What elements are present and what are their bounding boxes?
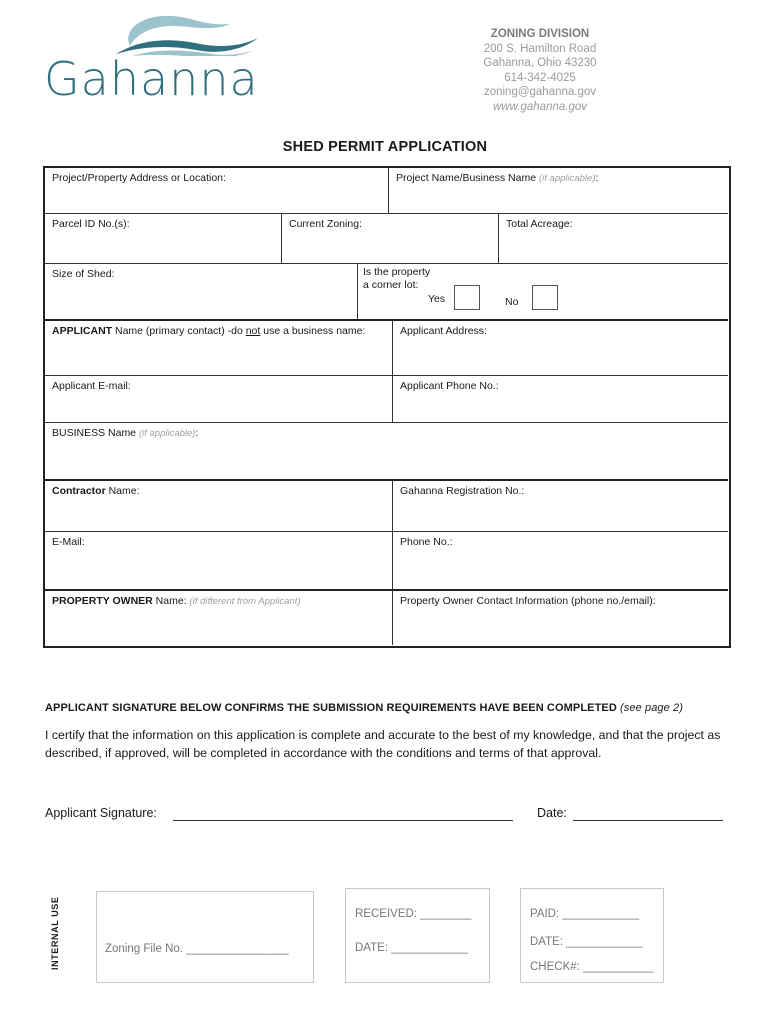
- owner-hint: (if different from Applicant): [189, 596, 301, 607]
- contractor-email-label: E-Mail:: [52, 536, 85, 548]
- gahanna-logo: [44, 8, 284, 108]
- check-label: CHECK#: ___________: [530, 961, 654, 973]
- contractor-bold: Contractor: [52, 485, 106, 497]
- owner-bold: PROPERTY OWNER: [52, 595, 153, 607]
- zoning-file-label: Zoning File No. ________________: [105, 943, 289, 955]
- business-name-hint: (if applicable): [138, 428, 196, 439]
- contractor-rest: Name:: [105, 485, 140, 497]
- total-acreage-field[interactable]: [499, 214, 728, 264]
- applicant-rest1: Name (primary contact) -do: [112, 325, 246, 337]
- project-name-field[interactable]: [389, 168, 728, 214]
- yes-checkbox[interactable]: [454, 285, 480, 310]
- applicant-address-label: Applicant Address:: [400, 325, 487, 337]
- applicant-name-field[interactable]: [45, 321, 393, 376]
- certification-text: I certify that the information on this application is complete and accurate to the best of my knowledge, and that the project as described, if approved, will be completed in accordance with the conditions and terms of that approval.: [45, 728, 721, 760]
- owner-rest: Name:: [152, 595, 190, 607]
- applicant-phone-field[interactable]: [393, 376, 728, 423]
- project-name-hint: (if applicable): [538, 173, 596, 184]
- received-label: RECEIVED: ________: [355, 908, 472, 920]
- colon: :: [195, 427, 199, 439]
- contractor-name-field[interactable]: [45, 481, 393, 532]
- business-name-label: BUSINESS Name: [52, 427, 137, 439]
- project-name-label: Project Name/Business Name: [396, 172, 537, 184]
- date-label: Date:: [537, 806, 567, 820]
- shed-size-field[interactable]: [45, 264, 358, 320]
- address-line1: 200 S. Hamilton Road: [483, 42, 597, 55]
- business-name-field[interactable]: [45, 423, 728, 479]
- contact-block: [440, 27, 640, 114]
- applicant-not: not: [245, 325, 261, 337]
- signature-line[interactable]: [173, 820, 513, 821]
- applicant-email-label: Applicant E-mail:: [52, 380, 131, 392]
- division-name: ZONING DIVISION: [490, 28, 590, 40]
- contractor-phone-field[interactable]: [393, 532, 728, 589]
- contractor-phone-label: Phone No.:: [400, 536, 453, 548]
- corner-lot-q1: Is the property: [363, 266, 431, 278]
- yes-label: Yes: [428, 293, 446, 305]
- contractor-email-field[interactable]: [45, 532, 393, 589]
- current-zoning-label: Current Zoning:: [289, 218, 362, 230]
- no-label: No: [505, 296, 519, 308]
- applicant-phone-label: Applicant Phone No.:: [400, 380, 499, 392]
- certification-heading-text: APPLICANT SIGNATURE BELOW CONFIRMS THE SUBMISSION REQUIREMENTS HAVE BEEN COMPLETED: [45, 702, 617, 714]
- applicant-bold: APPLICANT: [52, 325, 113, 337]
- applicant-rest2: use a business name:: [260, 325, 366, 337]
- payment-box: [520, 888, 664, 983]
- current-zoning-field[interactable]: [282, 214, 499, 264]
- paid-date-label: DATE: ____________: [530, 936, 643, 948]
- corner-lot-q2: a corner lot:: [363, 279, 419, 291]
- zoning-file-box: [96, 891, 314, 983]
- project-address-field[interactable]: [45, 168, 389, 214]
- owner-name-field[interactable]: [45, 591, 393, 645]
- parcel-id-label: Parcel ID No.(s):: [52, 218, 130, 230]
- parcel-id-field[interactable]: [45, 214, 282, 264]
- shed-size-label: Size of Shed:: [52, 268, 115, 280]
- website: www.gahanna.gov: [493, 100, 587, 113]
- registration-label: Gahanna Registration No.:: [400, 485, 525, 497]
- project-address-label: Project/Property Address or Location:: [52, 172, 226, 184]
- registration-field[interactable]: [393, 481, 728, 532]
- wave-logo-icon: [112, 8, 262, 56]
- colon: :: [595, 172, 599, 184]
- page-title: SHED PERMIT APPLICATION: [282, 139, 488, 155]
- email-address: zoning@gahanna.gov: [483, 86, 597, 98]
- applicant-address-field[interactable]: [393, 321, 728, 376]
- date-line[interactable]: [573, 820, 723, 821]
- internal-use-label: INTERNAL USE: [50, 896, 60, 970]
- logo-wordmark: Gahanna: [44, 52, 259, 106]
- phone-number: 614-342-4025: [504, 71, 576, 84]
- certification-note: (see page 2): [620, 702, 683, 714]
- no-checkbox[interactable]: [532, 285, 558, 310]
- total-acreage-label: Total Acreage:: [506, 218, 573, 230]
- permit-form: [43, 166, 731, 648]
- address-line2: Gahanna, Ohio 43230: [483, 57, 597, 69]
- owner-contact-field[interactable]: [393, 591, 728, 645]
- corner-lot-question: [363, 266, 513, 292]
- certification-heading: [45, 702, 683, 714]
- received-box: [345, 888, 490, 983]
- applicant-email-field[interactable]: [45, 376, 393, 423]
- signature-label: Applicant Signature:: [45, 806, 157, 820]
- paid-label: PAID: ____________: [530, 908, 640, 920]
- received-date-label: DATE: ____________: [355, 942, 468, 954]
- owner-contact-label: Property Owner Contact Information (phone no./email):: [400, 595, 656, 607]
